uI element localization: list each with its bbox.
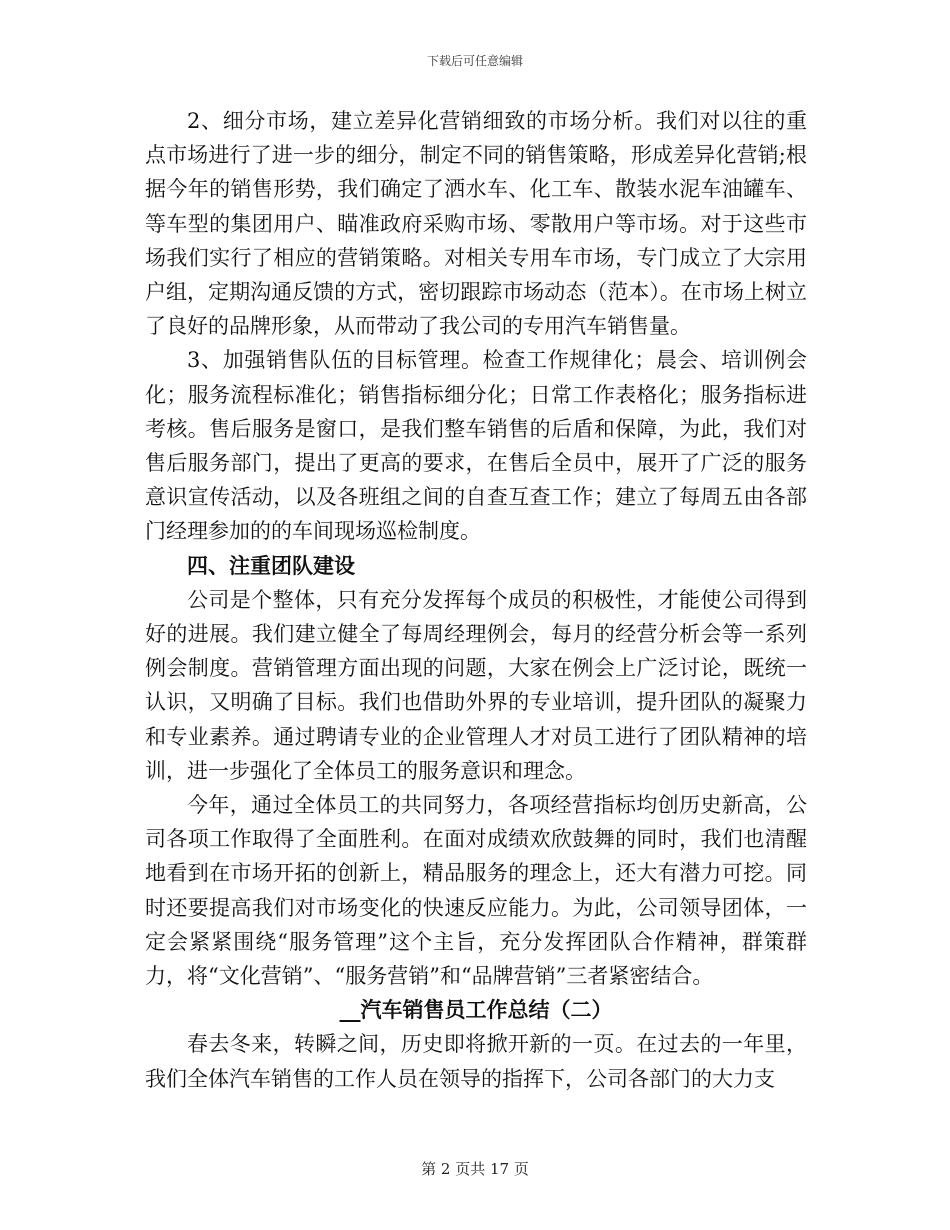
paragraph-part-two-intro: 春去冬来，转瞬之间，历史即将掀开新的一页。在过去的一年里，我们全体汽车销售的工作人员在领导的指挥下，公司各部门的大力支 bbox=[145, 1032, 807, 1091]
paragraph-year-summary: 今年，通过全体员工的共同努力，各项经营指标均创历史新高，公司各项工作取得了全面胜利。在面对成绩欢欣鼓舞的同时，我们也清醒地看到在市场开拓的创新上，精品服务的理念上，还大有潜力可挖。同时还要提高我们对市场变化的快速反应能力。为此，公司领导团体，一定会紧紧围绕“服务管理”这个主旨，充分发挥团队合作精神，群策群力，将“文化营销”、“服务营销”和“品牌营销”三者紧密结合。 bbox=[145, 793, 807, 989]
document-body bbox=[145, 104, 807, 1096]
section-heading-team-building: 四、注重团队建设 bbox=[187, 552, 355, 578]
paragraph-sales-team-management: 3、加强销售队伍的目标管理。检查工作规律化；晨会、培训例会化；服务流程标准化；销售指标细分化；日常工作表格化；服务指标进考核。售后服务是窗口，是我们整车销售的后盾和保障，为此，我们对售后服务部门，提出了更高的要求，在售后全员中，展开了广泛的服务意识宣传活动，以及各班组之间的自查互查工作；建立了每周五由各部门经理参加的的车间现场巡检制度。 bbox=[145, 348, 807, 544]
document-title-part-two: __汽车销售员工作总结（二） bbox=[339, 997, 613, 1023]
page-header: 下载后可任意编辑 bbox=[426, 54, 523, 68]
paragraph-team-building: 公司是个整体，只有充分发挥每个成员的积极性，才能使公司得到好的进展。我们建立健全了每周经理例会，每月的经营分析会等一系列例会制度。营销管理方面出现的问题，大家在例会上广泛讨论，既统一认识，又明确了目标。我们也借助外界的专业培训，提升团队的凝聚力和专业素养。通过聘请专业的企业管理人才对员工进行了团队精神的培训，进一步强化了全体员工的服务意识和理念。 bbox=[145, 587, 807, 783]
page-footer: 第 2 页共 17 页 bbox=[421, 1160, 529, 1178]
paragraph-market-segmentation: 2、细分市场，建立差异化营销细致的市场分析。我们对以往的重点市场进行了进一步的细分，制定不同的销售策略，形成差异化营销;根据今年的销售形势，我们确定了洒水车、化工车、散装水泥车油罐车、等车型的集团用户、瞄准政府采购市场、零散用户等市场。对于这些市场我们实行了相应的营销策略。对相关专用车市场，专门成立了大宗用户组，定期沟通反馈的方式，密切跟踪市场动态（范本）。在市场上树立了良好的品牌形象，从而带动了我公司的专用汽车销售量。 bbox=[145, 109, 807, 339]
